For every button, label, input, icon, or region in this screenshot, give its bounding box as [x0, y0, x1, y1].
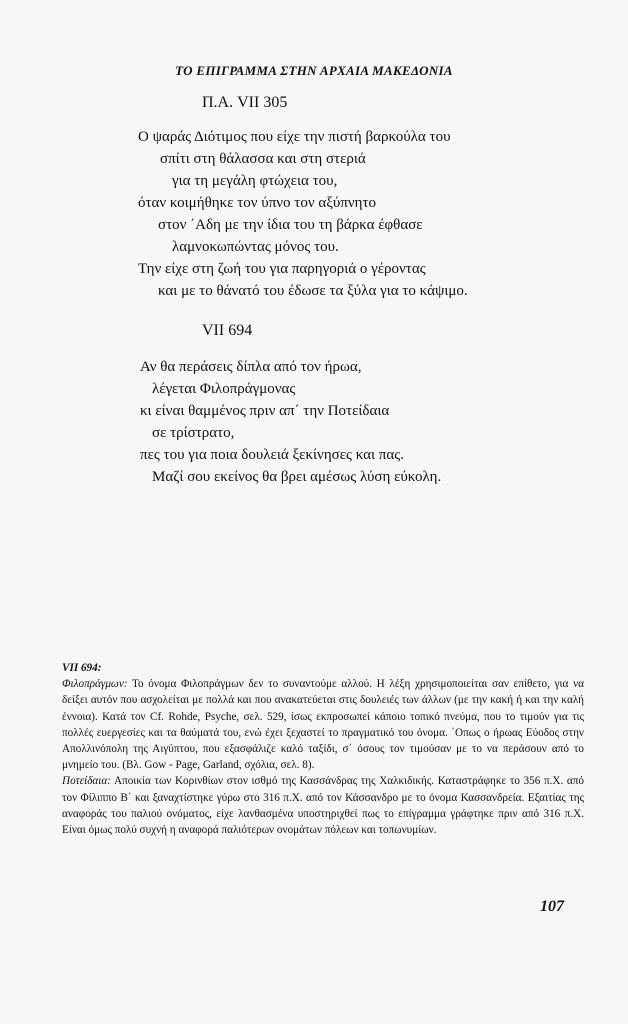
commentary-notes — [62, 660, 584, 838]
verse-line: Την είχε στη ζωή του για παρηγοριά ο γέροντας — [138, 261, 426, 277]
note-term: Φιλοπράγμων: — [62, 678, 128, 691]
verse-line: πες του για ποια δουλειά ξεκίνησες και πας. — [140, 447, 404, 463]
verse-line: λέγεται Φιλοπράγμονας — [152, 381, 296, 397]
verse-line: Ο ψαράς Διότιμος που είχε την πιστή βαρκούλα του — [138, 129, 451, 145]
running-header: ΤΟ ΕΠΙΓΡΑΜΜΑ ΣΤΗΝ ΑΡΧΑΙΑ ΜΑΚΕΔΟΝΙΑ — [175, 63, 453, 78]
verse-line: όταν κοιμήθηκε τον ύπνο τον αξύπνητο — [138, 195, 377, 211]
page-number: 107 — [540, 898, 564, 915]
note-entry — [62, 676, 584, 773]
verse-line: σπίτι στη θάλασσα και στη στεριά — [160, 151, 366, 167]
note-text: Αποικία των Κορινθίων στον ισθμό της Κασσάνδρας της Χαλκιδικής. Καταστράφηκε το 356 π.Χ. από τον Φίλιππο Β΄ και ξαναχτίστηκε γύρω στο 316 π.Χ. από τον Κάσσανδρο με το όνομα Κασσανδρεία. Εξαιτίας της αναφοράς του παλιού ονόματος, είχε λανθασμένα υποστηριχθεί πως το επίγραμμα γράφτηκε πριν από 316 π.Χ. Είναι όμως πολύ συχνή η αναφορά παλιότερων ονομάτων πόλεων και τοπωνυμίων. — [62, 775, 584, 837]
poem-title: Π.Α. VII 305 — [202, 94, 288, 111]
verse-line: λαμνοκωπώντας μόνος του. — [172, 239, 339, 255]
notes-heading: VII 694: — [62, 662, 102, 674]
verse-line: Μαζί σου εκείνος θα βρει αμέσως λύση εύκολη. — [152, 469, 442, 485]
verse-line: στον ΄Αδη με την ίδια του τη βάρκα έφθασε — [158, 217, 423, 233]
note-entry — [62, 773, 584, 838]
poem-title: VII 694 — [202, 322, 253, 339]
note-text: Το όνομα Φιλοπράγμων δεν το συναντούμε αλλού. Η λέξη χρησιμοποιείται σαν επίθετο, για να δείξει αυτόν που ασχολείται με πολλά και που ανακατεύεται στις δουλειές των άλλων (με την κακή ή και την καλή έννοια). Κατά τον Cf. Rohde, Psyche, σελ. 529, ίσως εκπροσωπεί κάποιο τοπικό πνεύμα, που το τιμούν για τις πολλές ευεργεσίες και τα θαύματά του, ενώ έχει ξεχαστεί το πραγματικό του όνομα. ΄Οπως ο ήρωας Εύοδος στην Απολλινόπολη της Αιγύπτου, που εξασφάλιζε καλό ταξίδι, σ΄ όσους τον τιμούσαν με το να περάσουν από το μνημείο του. (Βλ. Gow - Page, Garland, σχόλια, σελ. 8). — [62, 678, 584, 772]
verse-line: Αν θα περάσεις δίπλα από τον ήρωα, — [140, 359, 362, 375]
verse-line: κι είναι θαμμένος πριν απ΄ την Ποτείδαια — [140, 403, 390, 419]
note-term: Ποτείδαια: — [62, 775, 111, 788]
verse-line: για τη μεγάλη φτώχεια του, — [172, 173, 338, 189]
verse-line: και με το θάνατό του έδωσε τα ξύλα για το κάψιμο. — [158, 283, 468, 299]
verse-line: σε τρίστρατο, — [152, 425, 235, 441]
